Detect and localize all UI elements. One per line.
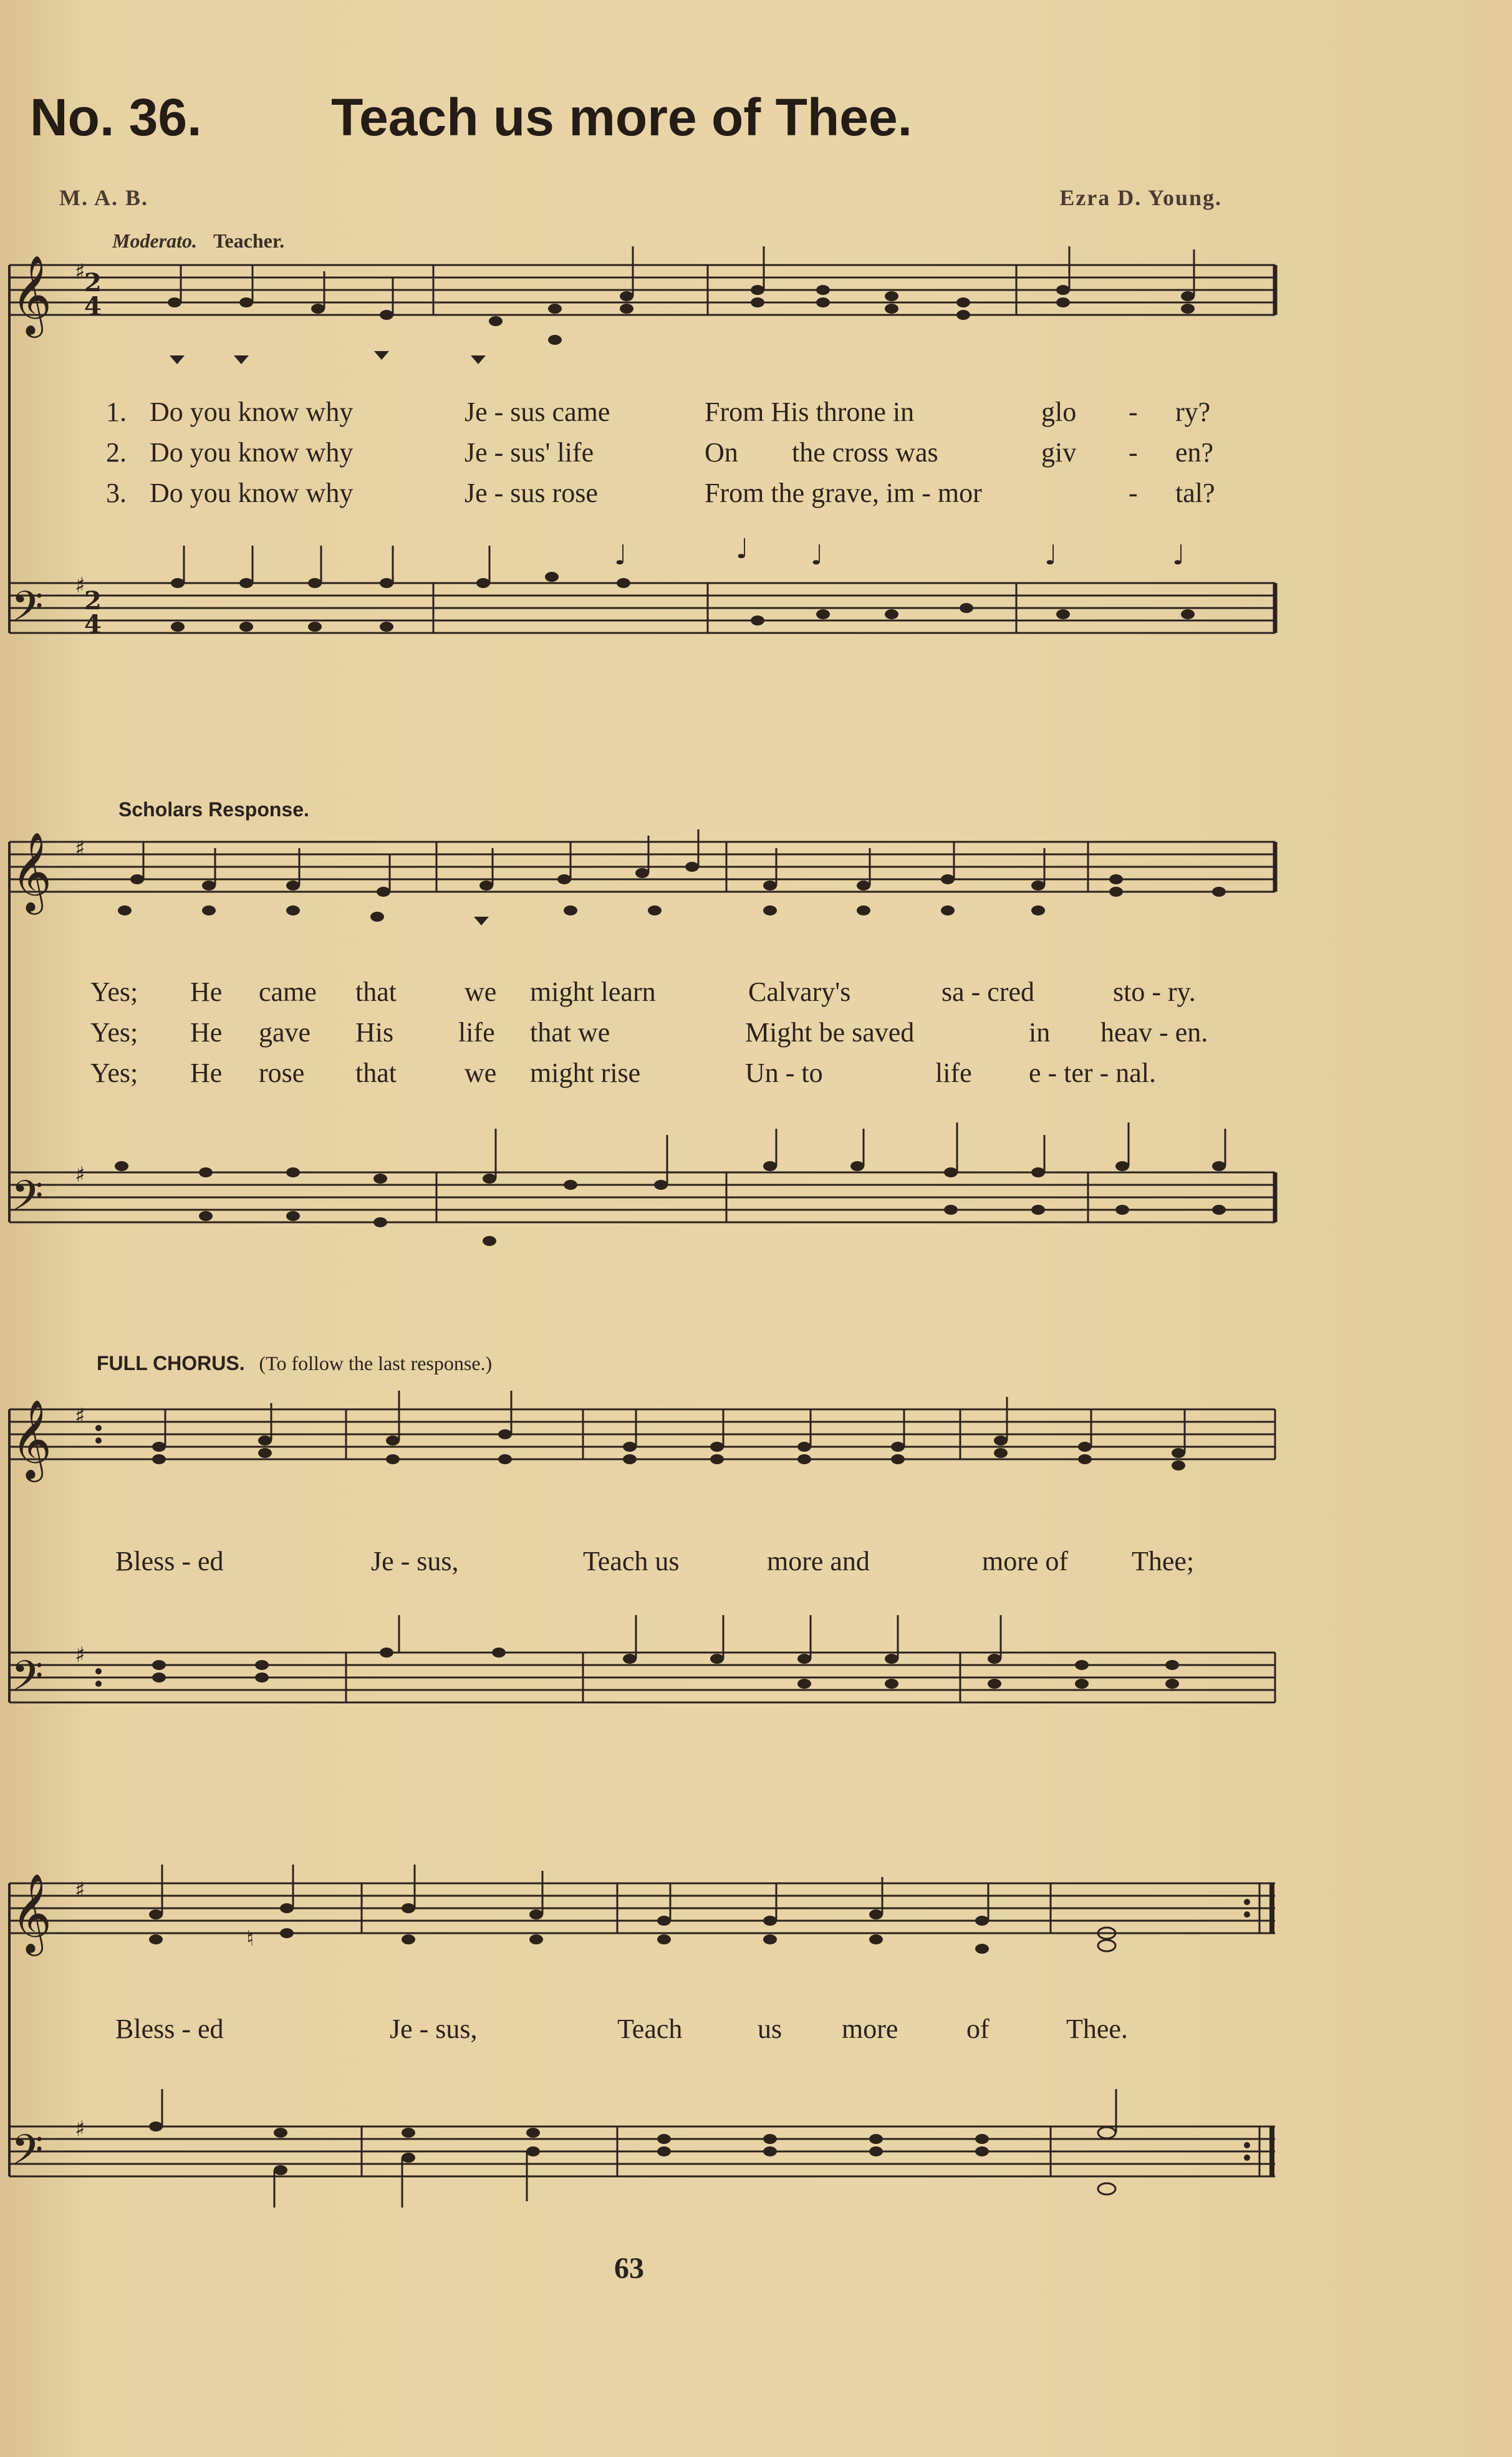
resp-3-h: life: [935, 1058, 972, 1088]
teacher-verse-1-f: ry?: [1175, 397, 1211, 427]
teacher-verse-1-b: Je - sus came: [465, 397, 610, 427]
bass-notes-4: [149, 2122, 1115, 2194]
teacher-verse-1: 1. Do you know why: [106, 397, 354, 427]
svg-text:♯: ♯: [75, 2117, 85, 2141]
chorus1-w5: more of: [982, 1546, 1069, 1576]
tempo-text: Moderato.: [112, 229, 197, 252]
chorus2-w7: Thee.: [1066, 2014, 1128, 2044]
resp-1-g: Calvary's: [748, 977, 851, 1007]
teacher-verse-2-d: giv: [1041, 437, 1077, 468]
bass-notes-1: [171, 572, 1195, 632]
bass-staff-1: [9, 583, 1275, 633]
hymn-number: No. 36.: [30, 88, 202, 147]
chorus1-w2: Je - sus,: [371, 1546, 459, 1576]
teacher-verse-3-c: From the grave, im - mor: [705, 478, 982, 508]
resp-3-d: that: [355, 1058, 397, 1088]
hymn-title: Teach us more of Thee.: [331, 88, 912, 147]
teacher-verse-1-c: From His throne in: [705, 397, 915, 427]
teacher-verse-2-c2: the cross was: [792, 437, 938, 468]
teacher-verse-2: 2. Do you know why: [106, 437, 354, 468]
treble-clef-icon: 𝄞: [11, 254, 52, 334]
resp-2-g: Might be saved: [745, 1017, 915, 1048]
svg-text:♩: ♩: [614, 539, 627, 571]
resp-1-i: sto - ry.: [1113, 977, 1196, 1007]
chorus2-w3: Teach: [617, 2014, 683, 2044]
resp-3-b: He: [190, 1058, 223, 1088]
teacher-verse-2-f: en?: [1175, 437, 1214, 468]
svg-text:𝄢: 𝄢: [11, 1652, 44, 1710]
svg-text:2: 2: [84, 586, 102, 615]
resp-3-f: might rise: [530, 1058, 641, 1088]
treble-staff-4: [9, 1883, 1275, 1933]
treble-staff-3: [9, 1409, 1275, 1459]
chorus2-w1: Bless - ed: [115, 2014, 224, 2044]
resp-1-b: He: [190, 977, 223, 1007]
svg-text:♯: ♯: [75, 836, 85, 861]
treble-lower-voice-1: [170, 335, 562, 364]
scholars-response-label: Scholars Response.: [118, 798, 309, 821]
teacher-verse-1-e: -: [1129, 397, 1138, 427]
svg-text:♩: ♩: [811, 539, 824, 571]
resp-2-b: He: [190, 1017, 223, 1048]
resp-2-i: heav - en.: [1100, 1017, 1208, 1048]
svg-text:♯: ♯: [75, 1162, 85, 1187]
bass-staff-3: [9, 1653, 1275, 1702]
resp-3-a: Yes;: [90, 1058, 138, 1088]
teacher-verse-2-c: On: [705, 437, 738, 468]
svg-text:♯: ♯: [75, 1878, 85, 1903]
resp-3-g: Un - to: [745, 1058, 823, 1088]
svg-text:♮: ♮: [246, 1926, 254, 1951]
resp-2-f: that we: [530, 1017, 610, 1048]
treble-notes-3: [152, 1429, 1185, 1470]
svg-text:♩: ♩: [1044, 539, 1057, 571]
teacher-verse-3-e: -: [1129, 478, 1138, 508]
page-number: 63: [614, 2252, 644, 2285]
svg-text:𝄞: 𝄞: [11, 1399, 52, 1479]
composer-credit: Ezra D. Young.: [1059, 185, 1222, 210]
teacher-verse-1-d: glo: [1041, 397, 1077, 427]
resp-3-c: rose: [259, 1058, 305, 1088]
teacher-verse-3-f: tal?: [1175, 478, 1215, 508]
teacher-verse-2-e: -: [1129, 437, 1138, 468]
svg-text:♯: ♯: [75, 1404, 85, 1429]
teacher-verse-3: 3. Do you know why: [106, 478, 354, 508]
chorus-label-text: FULL CHORUS.: [97, 1352, 245, 1374]
resp-1-e: we: [465, 977, 497, 1007]
lyricist-credit: M. A. B.: [59, 185, 149, 210]
time-signature-num: 2: [84, 268, 102, 297]
key-signature-sharp-bass: ♯: [75, 573, 85, 598]
resp-1-h: sa - cred: [941, 977, 1035, 1007]
resp-2-e: life: [458, 1017, 495, 1048]
treble-staff-2: [9, 842, 1275, 892]
resp-3-e: we: [465, 1058, 497, 1088]
teacher-verse-3-b: Je - sus rose: [465, 478, 598, 508]
key-signature-sharp: ♯: [75, 259, 85, 284]
resp-2-d: His: [355, 1017, 394, 1048]
bass-notes-3: [152, 1648, 1179, 1689]
resp-1-d: that: [355, 977, 397, 1007]
teacher-verse-2-b: Je - sus' life: [465, 437, 594, 468]
chorus2-w5: more: [842, 2014, 898, 2044]
treble-notes-1: [168, 285, 1195, 326]
svg-text:♯: ♯: [75, 1643, 85, 1668]
svg-text:𝄞: 𝄞: [11, 1873, 52, 1953]
chorus-note: (To follow the last response.): [259, 1352, 493, 1374]
chorus1-w3: Teach us: [583, 1546, 680, 1576]
resp-1-c: came: [259, 977, 317, 1007]
treble-staff-1: [9, 265, 1275, 315]
svg-text:𝄞: 𝄞: [11, 831, 52, 911]
time-signature-den: 4: [84, 292, 102, 321]
resp-1-a: Yes;: [90, 977, 138, 1007]
treble-lower-voice-2: [118, 905, 1045, 925]
svg-text:♩: ♩: [736, 533, 749, 565]
bass-staff-4: [9, 2126, 1275, 2176]
resp-2-c: gave: [259, 1017, 311, 1048]
system-4-chorus: [0, 1846, 1512, 2220]
svg-text:𝄢: 𝄢: [11, 1172, 44, 1230]
resp-2-h: in: [1029, 1017, 1051, 1048]
chorus1-w4: more and: [767, 1546, 870, 1576]
resp-3-i: e - ter - nal.: [1029, 1058, 1156, 1088]
resp-1-f: might learn: [530, 977, 656, 1007]
svg-text:4: 4: [84, 610, 102, 639]
chorus2-w4: us: [758, 2014, 782, 2044]
svg-text:𝄢: 𝄢: [11, 2126, 44, 2184]
bass-notes-2: [115, 1161, 1226, 1246]
teacher-label: Teacher.: [213, 229, 285, 252]
chorus1-w6: Thee;: [1132, 1546, 1195, 1576]
system-3-chorus: [0, 1372, 1512, 1746]
chorus2-w2: Je - sus,: [390, 2014, 478, 2044]
chorus1-w1: Bless - ed: [115, 1546, 224, 1576]
chorus2-w6: of: [966, 2014, 990, 2044]
resp-2-a: Yes;: [90, 1017, 138, 1048]
svg-text:♩: ♩: [1172, 539, 1185, 571]
bass-clef-icon: 𝄢: [11, 582, 44, 640]
treble-notes-4: [149, 1903, 1115, 1954]
